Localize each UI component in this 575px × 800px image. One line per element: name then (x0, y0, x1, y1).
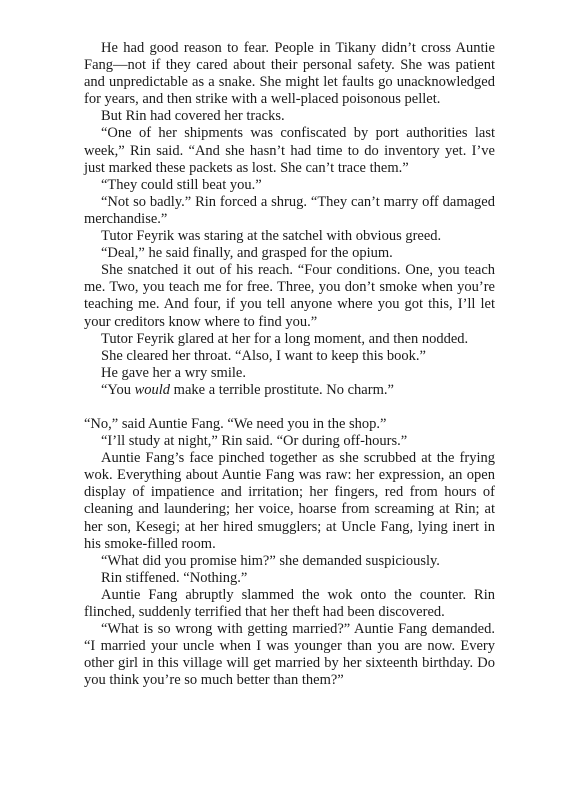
paragraph: She cleared her throat. “Also, I want to keep this book.” (101, 347, 426, 364)
text-run: make a terrible prostitute. No charm.” (170, 381, 394, 398)
paragraph: Auntie Fang’s face pinched together as she scrubbed at the frying wok. Everything about Auntie Fang was raw: her expression, an open display of impatience and irritation; her fingers, red from hours of cleaning and laundering; her voice, hoarse from screaming at Rin; at her son, Kesegi; at her hired smugglers; at Uncle Fang, lying inert in his smoke-filled room. (84, 450, 495, 552)
paragraph: He had good reason to fear. People in Tikany didn’t cross Auntie Fang—not if they cared about their personal safety. She was patient and unpredictable as a snake. She might let faults go unacknowledged for years, and then strike with a well-placed poisonous pellet. (84, 40, 495, 108)
paragraph: He gave her a wry smile. (101, 364, 246, 381)
emphasis-text: would (134, 381, 171, 398)
section-first-paragraph: “No,” said Auntie Fang. “We need you in the shop.” (84, 415, 387, 432)
book-page (84, 40, 495, 689)
paragraph: “What is so wrong with getting married?” Auntie Fang demanded. “I married your uncle when I was younger than you are now. Every other girl in this village will get married by her sixteenth birthday. Do you think you’re so much better than them?” (84, 621, 495, 689)
paragraph: “One of her shipments was confiscated by port authorities last week,” Rin said. “And she hasn’t had time to do inventory yet. I’ve just marked these packets as lost. She can’t trace them.” (84, 125, 495, 176)
paragraph: Auntie Fang abruptly slammed the wok onto the counter. Rin flinched, suddenly terrified that her theft had been discovered. (84, 586, 495, 620)
paragraph: “They could still beat you.” (101, 176, 262, 193)
paragraph: Tutor Feyrik glared at her for a long moment, and then nodded. (101, 330, 469, 347)
paragraph: Tutor Feyrik was staring at the satchel with obvious greed. (101, 228, 442, 245)
paragraph: “What did you promise him?” she demanded suspiciously. (101, 552, 440, 569)
paragraph: Rin stiffened. “Nothing.” (101, 569, 248, 586)
paragraph: “Deal,” he said finally, and grasped for the opium. (101, 245, 393, 262)
paragraph: But Rin had covered her tracks. (101, 108, 285, 125)
paragraph: “I’ll study at night,” Rin said. “Or during off-hours.” (101, 433, 408, 450)
paragraph (84, 382, 495, 399)
text-run: “You (101, 381, 135, 398)
paragraph: She snatched it out of his reach. “Four conditions. One, you teach me. Two, you teach me for free. Three, you don’t smoke when you’re teaching me. And four, if you tell anyone where you got this, I’ll let your creditors know where to find you.” (84, 262, 495, 330)
paragraph: “Not so badly.” Rin forced a shrug. “They can’t marry off damaged merchandise.” (84, 193, 495, 227)
